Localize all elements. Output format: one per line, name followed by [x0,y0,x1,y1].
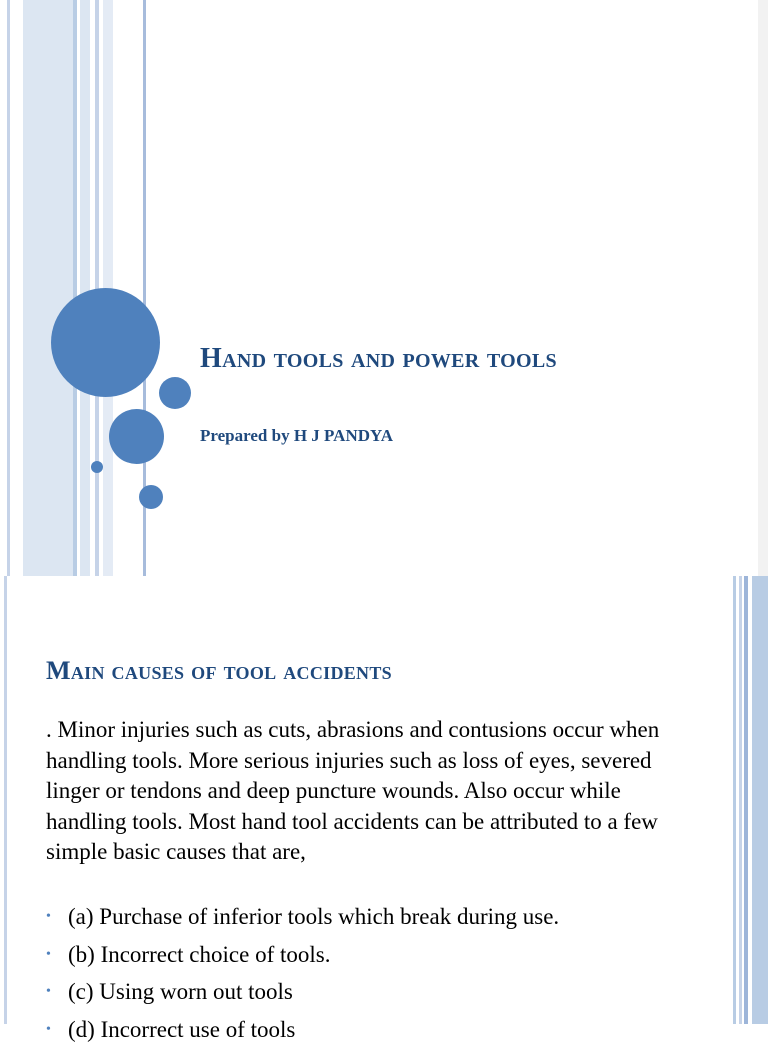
body-paragraph: . Minor injuries such as cuts, abrasions and contusions occur when handling tools. More serious injuries such as loss of eyes, severed linger or tendons and deep puncture wounds. Also occur while handling tools. Most hand tool accidents can be attributed to a few simple basic causes that are, [46,715,686,868]
bullet-icon: • [46,902,51,932]
bullet-icon: • [46,1015,51,1045]
stripe [744,576,748,1024]
slide-subtitle: Prepared by H J PANDYA [200,426,393,446]
content-slide [0,576,768,1024]
list-item: • (c) Using worn out tools [46,977,726,1015]
bullet-icon: • [46,940,51,970]
stripe [733,576,736,1024]
tiny-circle-decoration [91,461,103,473]
list-item: • (b) Incorrect choice of tools. [46,940,726,978]
stripe [23,0,73,576]
stripe [4,576,7,1024]
stripe [7,0,10,576]
medium-circle-decoration [109,409,164,464]
slide-title: Hand tools and power tools [200,343,557,375]
bullet-icon: • [46,977,51,1007]
large-circle-decoration [51,288,160,397]
stripe [73,0,77,576]
stripe [758,0,768,576]
small-circle-decoration [159,377,191,409]
list-item: • (d) Incorrect use of tools [46,1015,726,1052]
stripe [752,576,768,1024]
stripe [739,576,742,1024]
small-circle-decoration [139,485,163,509]
slide-title: Main causes of tool accidents [46,656,392,686]
stripe [80,0,90,576]
list-item: • (a) Purchase of inferior tools which break during use. [46,902,726,940]
bullet-list [46,902,726,1052]
